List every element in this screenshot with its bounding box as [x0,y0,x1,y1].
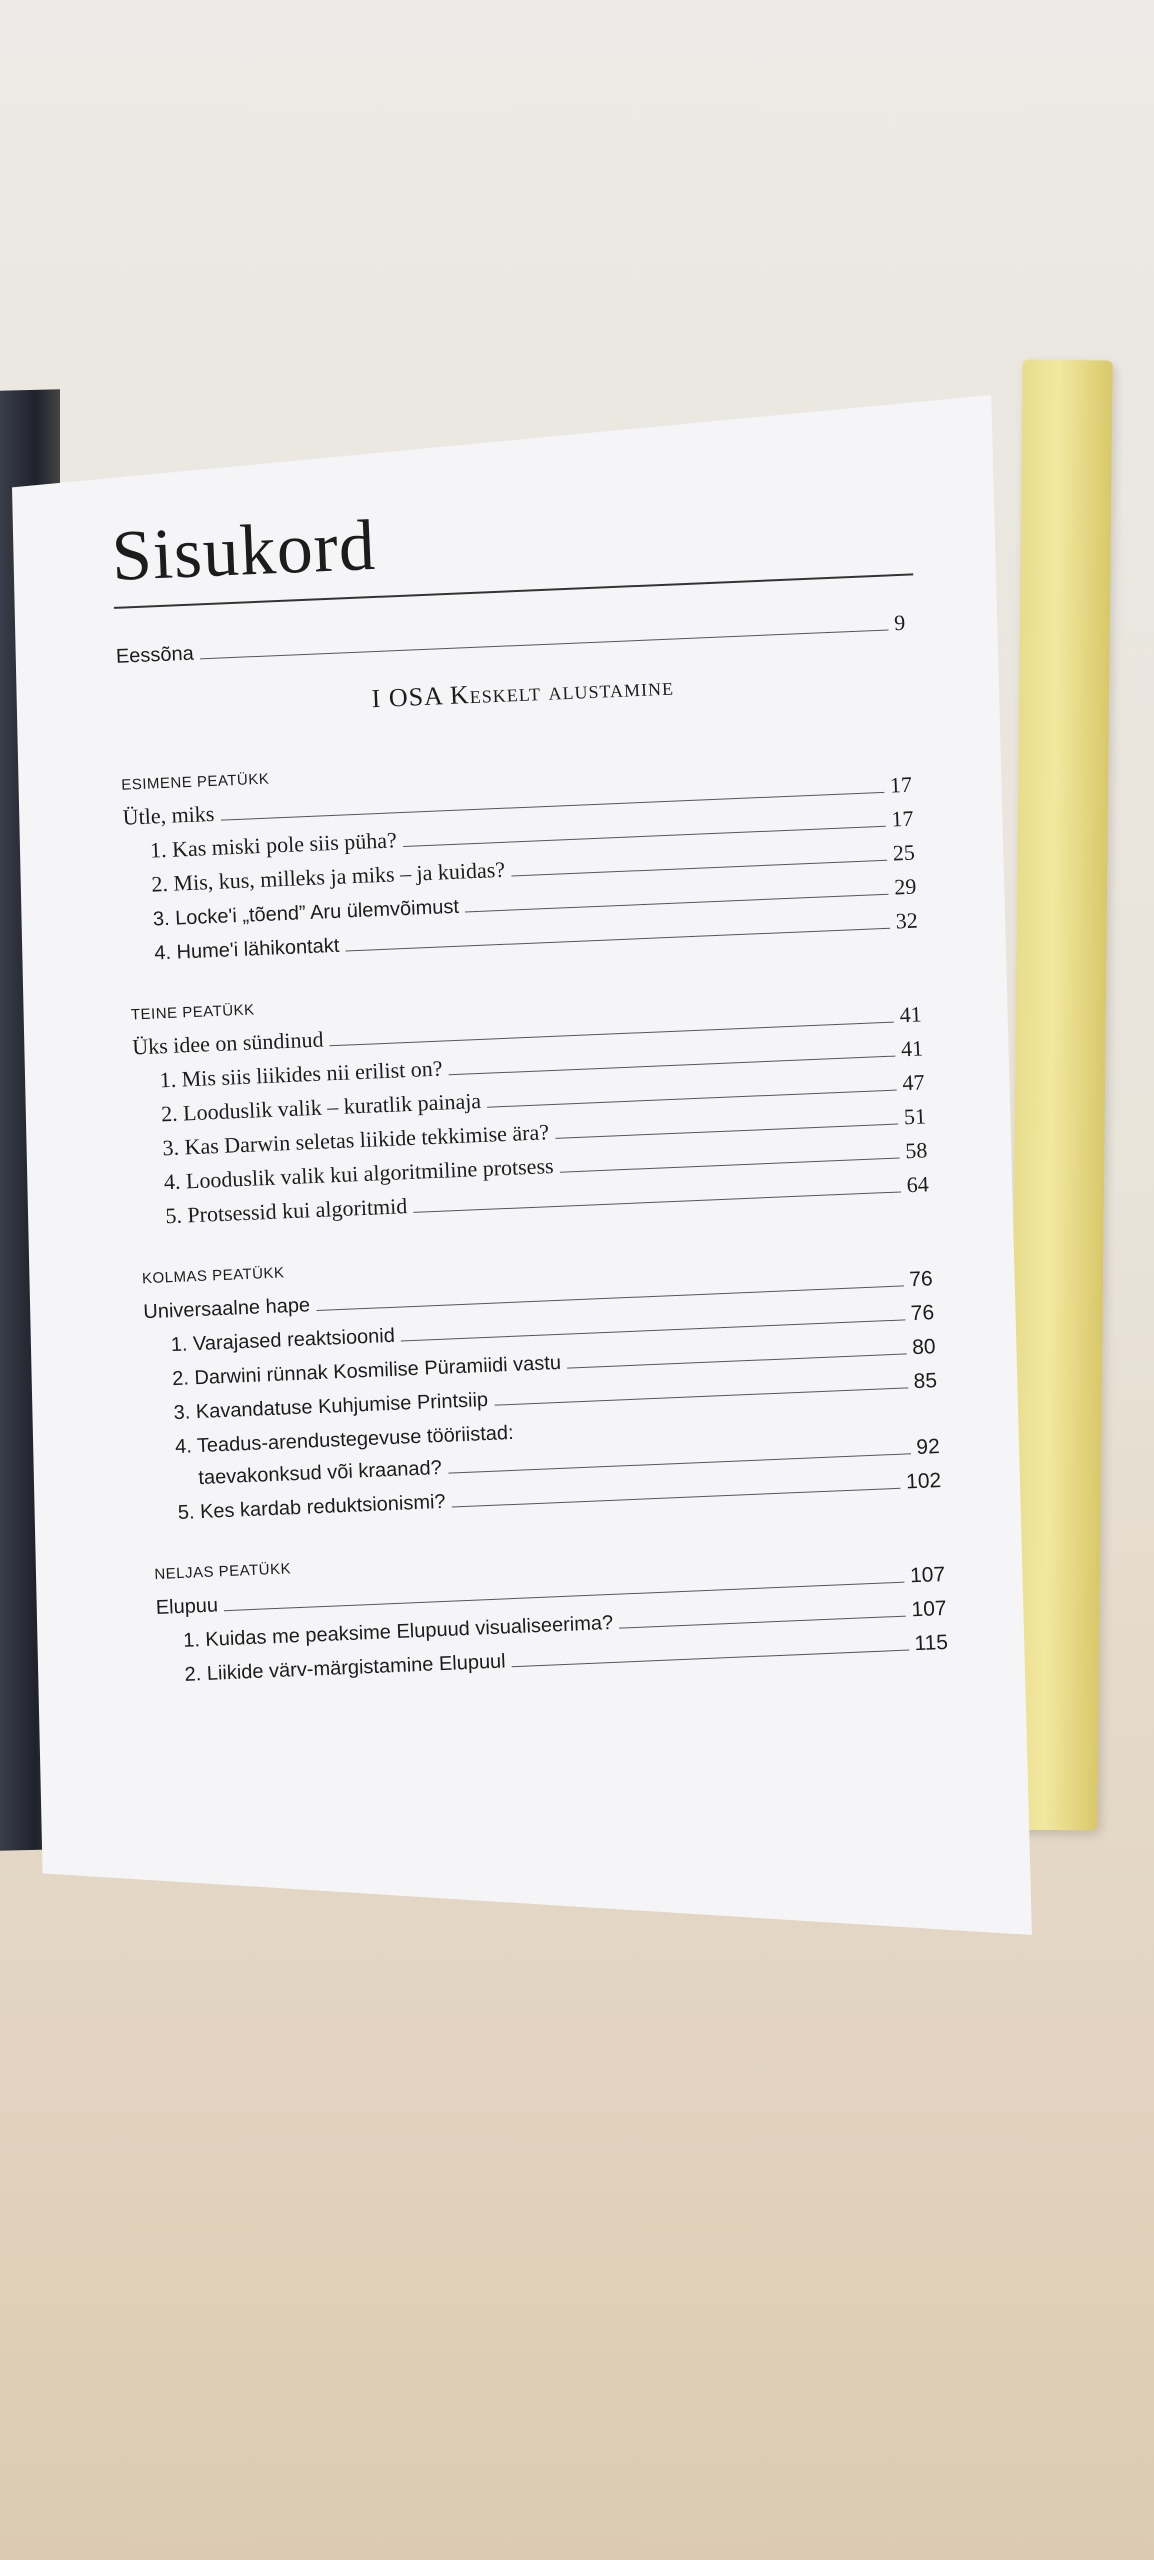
toc-row-intro: Eessõna 9 [115,609,906,668]
toc-row-section: 3. Kavandatuse Kuhjumise Printsiip 85 [173,1369,938,1425]
toc-row-section: 2. Liikide värv-märgistamine Elupuul 115 [184,1630,949,1686]
toc-row-section: 5. Kes kardab reduktsionismi? 102 [177,1469,942,1525]
toc-row-chapter: Elupuu 107 [155,1562,946,1620]
toc-row-section: 3. Locke'i „tõend” Aru ülemvõimust 29 [152,873,917,931]
toc-row-section: taevakonksud või kraanad? 92 [197,1435,941,1490]
part-heading: I OSA Keskelt alustamine [371,671,675,714]
toc-row-section: 1. Kuidas me peaksime Elupuud visualiseerima? 107 [182,1596,948,1652]
toc-row-section: 1. Varajased reaktsioonid 76 [170,1301,935,1357]
toc-row-chapter: Universaalne hape 76 [142,1267,934,1324]
table-of-contents [110,481,961,1743]
chapter-label: NELJAS PEATÜKK [154,1560,292,1584]
toc-row-section: 1. Kas miski pole siis püha? 17 [149,805,914,863]
page-title: Sisukord [110,504,378,596]
toc-row-section: 4. Hume'i lähikontakt 32 [153,907,919,965]
toc-row-section: 5. Protsessid kui algoritmid 64 [164,1171,930,1229]
toc-row-section: 2. Mis, kus, milleks ja miks – ja kuidas? 25 [150,839,916,897]
toc-row-section: 2. Darwini rünnak Kosmilise Püramiidi vastu 80 [171,1335,937,1391]
toc-row-chapter: Üks idee on sündinud 41 [131,1001,923,1060]
toc-row-section: 3. Kas Darwin seletas liikide tekkimise ära? 51 [162,1103,927,1161]
chapter-label: ESIMENE PEATÜKK [120,770,270,794]
toc-row-section: 4. Teadus-arendustegevuse tööriistad: [174,1421,515,1459]
toc-row-chapter: Ütle, miks 17 [122,771,913,830]
chapter-label: KOLMAS PEATÜKK [141,1264,285,1288]
chapter-label: TEINE PEATÜKK [130,1001,255,1024]
toc-row-section: 2. Looduslik valik – kuratlik painaja 47 [160,1069,925,1127]
toc-row-section: 1. Mis siis liikides nii erilist on? 41 [159,1035,924,1093]
toc-row-section: 4. Looduslik valik kui algoritmiline protsess 58 [163,1137,928,1195]
